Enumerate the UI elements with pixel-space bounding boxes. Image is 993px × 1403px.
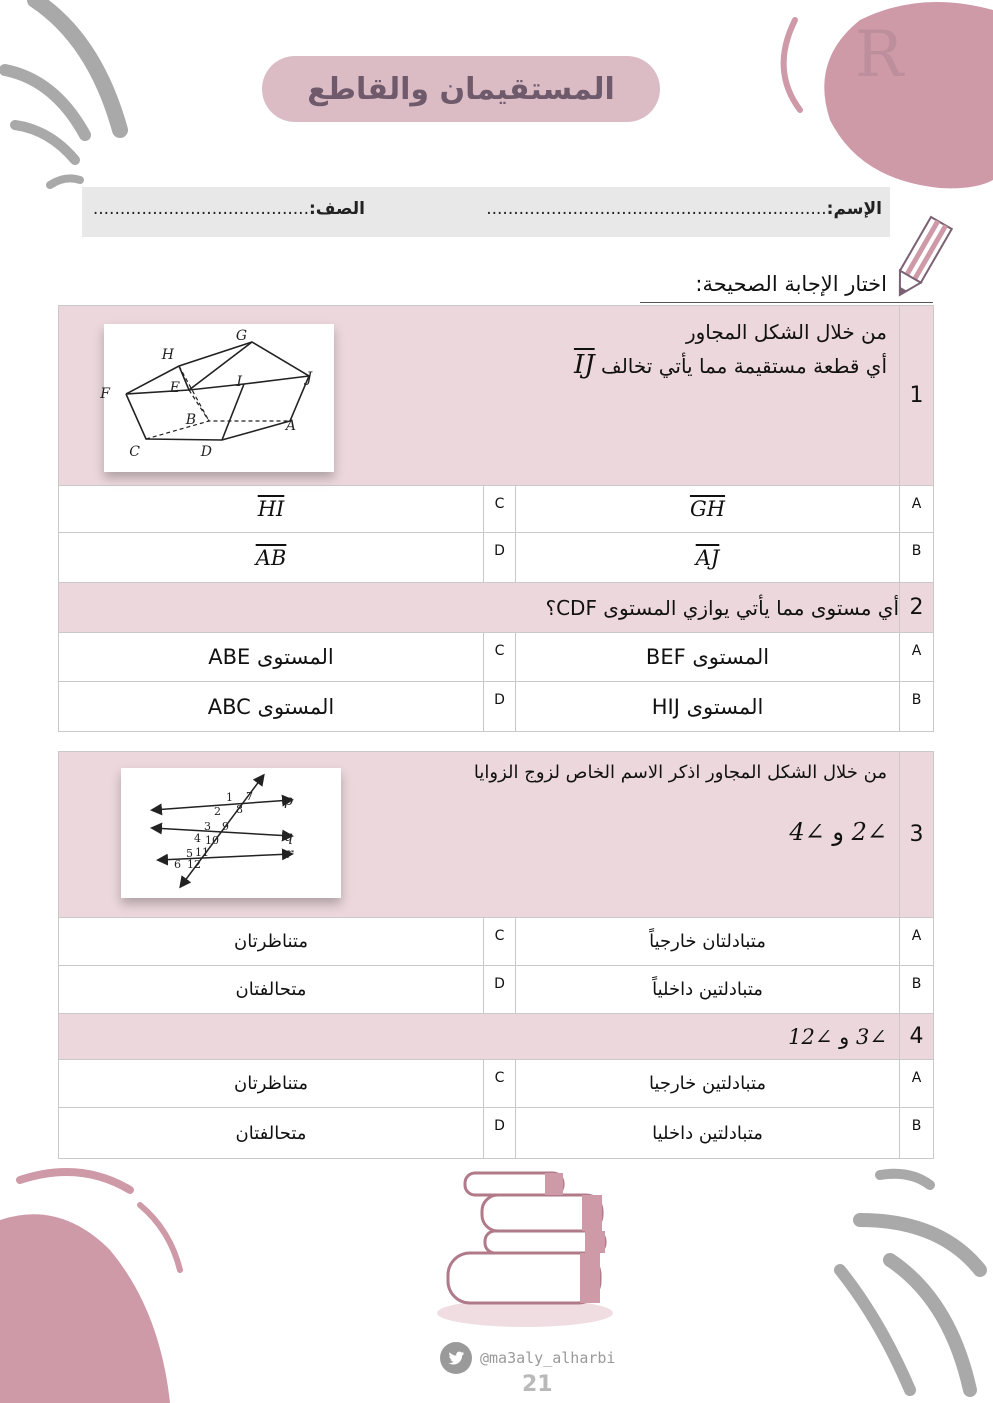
question-1-text — [574, 316, 893, 383]
and-word: و — [839, 1024, 850, 1049]
angle-label-9: 9 — [222, 820, 229, 833]
angle-label-10: 10 — [205, 834, 219, 847]
angle-label-1: 1 — [226, 791, 233, 804]
letter-b: B — [900, 533, 934, 583]
figure-prism — [100, 324, 334, 472]
angle-label-3: 3 — [204, 820, 211, 833]
q1-option-d-text: AB — [255, 545, 287, 570]
q2-option-c[interactable]: المستوى ABE — [59, 633, 484, 682]
question-1-content — [59, 306, 900, 486]
angle-12: ∠12 — [788, 1024, 833, 1049]
letter-c: C — [484, 633, 516, 682]
twitter-icon[interactable] — [440, 1342, 472, 1374]
label-j: J — [306, 370, 312, 386]
letter-a: A — [900, 918, 934, 966]
q3-option-row-ac — [59, 918, 934, 966]
letter-d: D — [484, 1108, 516, 1159]
q2-option-row-bd — [59, 682, 934, 732]
q1-option-c-text: HI — [257, 497, 285, 521]
q3-option-b[interactable]: متبادلتين داخلياً — [516, 966, 900, 1014]
question-number: 1 — [900, 306, 934, 486]
transversal-diagram — [121, 768, 341, 898]
angle-label-5: 5 — [186, 847, 193, 860]
figure-transversal — [121, 768, 341, 898]
angle-4: ∠4 — [789, 818, 825, 846]
label-f: F — [100, 386, 110, 402]
page-title: المستقيمان والقاطع — [262, 56, 660, 122]
line-label-q: q — [284, 829, 293, 845]
letter-d: D — [484, 533, 516, 583]
q1-option-a[interactable] — [516, 486, 900, 533]
letter-a: A — [900, 633, 934, 682]
question-row-3 — [59, 752, 934, 918]
angle-label-6: 6 — [174, 858, 181, 871]
letter-b: B — [900, 682, 934, 732]
letter-a: A — [900, 486, 934, 533]
label-i: I — [236, 374, 242, 390]
q4-option-c[interactable]: متناظرتان — [59, 1060, 484, 1108]
q1-option-d[interactable] — [59, 533, 484, 583]
and-word: و — [832, 818, 844, 846]
q3-option-row-bd — [59, 966, 934, 1014]
letter-a: A — [900, 1060, 934, 1108]
q2-option-row-ac — [59, 633, 934, 682]
letter-d: D — [484, 966, 516, 1014]
line-label-p: p — [284, 793, 293, 809]
label-e: E — [169, 380, 180, 396]
question-row-2 — [59, 583, 934, 633]
angle-label-11: 11 — [195, 846, 209, 859]
question-number: 4 — [900, 1014, 934, 1060]
label-d: D — [200, 444, 212, 460]
letter-b: B — [900, 966, 934, 1014]
angle-label-12: 12 — [187, 858, 201, 871]
letter-b: B — [900, 1108, 934, 1159]
q4-option-a[interactable]: متبادلتين خارجيا — [516, 1060, 900, 1108]
question-2-text: أي مستوى مما يأتي يوازي المستوى CDF؟ — [59, 583, 900, 633]
question-row-4 — [59, 1014, 934, 1060]
q4-option-row-ac — [59, 1060, 934, 1108]
question-3-content — [59, 752, 900, 918]
question-1-line2: أي قطعة مستقيمة مما يأتي تخالف — [601, 354, 887, 378]
letter-c: C — [484, 1060, 516, 1108]
segment-ij: IJ — [573, 350, 595, 380]
q1-option-a-text: GH — [689, 497, 726, 521]
angle-2: ∠2 — [851, 818, 887, 846]
angle-label-4: 4 — [194, 832, 201, 845]
question-3-text: من خلال الشكل المجاور اذكر الاسم الخاص لزوج الزوايا — [473, 762, 887, 783]
question-1-line2-wrap — [574, 349, 887, 383]
line-label-s: s — [179, 874, 187, 890]
q1-option-b[interactable] — [516, 533, 900, 583]
instruction: اختار الإجابة الصحيحة: — [695, 272, 887, 296]
q1-option-b-text: AJ — [695, 545, 720, 570]
q3-option-c[interactable]: متناظرتان — [59, 918, 484, 966]
page-number: 21 — [522, 1372, 553, 1397]
label-h: H — [161, 347, 174, 363]
question-number: 3 — [900, 752, 934, 918]
instruction-underline — [640, 302, 933, 303]
question-number: 2 — [900, 583, 934, 633]
letter-c: C — [484, 486, 516, 533]
name-label: الإسم: — [826, 199, 882, 219]
question-row-1 — [59, 306, 934, 486]
label-a: A — [285, 418, 296, 434]
questions-table-1 — [58, 305, 934, 732]
pencil-icon — [885, 212, 955, 304]
question-3-angles — [789, 818, 887, 846]
logo-text: R — [855, 18, 904, 92]
angle-3: ∠3 — [856, 1024, 887, 1049]
class-label: الصف: — [308, 199, 365, 219]
q4-option-row-bd — [59, 1108, 934, 1159]
q3-option-d[interactable]: متحالفتان — [59, 966, 484, 1014]
decor-bottom-left — [0, 1160, 230, 1403]
q4-option-b[interactable]: متبادلتين داخليا — [516, 1108, 900, 1159]
books-icon — [430, 1165, 620, 1330]
angle-label-8: 8 — [236, 803, 243, 816]
class-dots: ........................................ — [92, 199, 309, 219]
name-dots: ............................................................... — [486, 199, 827, 219]
q2-option-b[interactable]: المستوى HIJ — [516, 682, 900, 732]
question-4-text — [59, 1014, 900, 1060]
question-1-line1: من خلال الشكل المجاور — [685, 320, 887, 344]
line-label-r: r — [286, 846, 293, 862]
footer-handle[interactable]: @ma3aly_alharbi — [480, 1349, 616, 1367]
prism-diagram — [100, 324, 334, 472]
label-b: B — [185, 412, 196, 428]
letter-c: C — [484, 918, 516, 966]
q1-option-row-ac — [59, 486, 934, 533]
name-field[interactable] — [486, 199, 882, 219]
angle-label-2: 2 — [214, 805, 221, 818]
q1-option-c[interactable] — [59, 486, 484, 533]
decor-top-left — [0, 0, 150, 200]
letter-d: D — [484, 682, 516, 732]
angle-label-7: 7 — [246, 790, 253, 803]
q2-option-d[interactable]: المستوى ABC — [59, 682, 484, 732]
q2-option-a[interactable]: المستوى BEF — [516, 633, 900, 682]
student-info-bar — [82, 187, 890, 237]
q4-option-d[interactable]: متحالفتان — [59, 1108, 484, 1159]
label-c: C — [129, 444, 140, 460]
questions-table-2 — [58, 751, 934, 1159]
class-field[interactable] — [93, 199, 365, 219]
q1-option-row-bd — [59, 533, 934, 583]
label-g: G — [235, 328, 247, 344]
decor-bottom-right — [820, 1160, 993, 1403]
q3-option-a[interactable]: متبادلتان خارجياً — [516, 918, 900, 966]
